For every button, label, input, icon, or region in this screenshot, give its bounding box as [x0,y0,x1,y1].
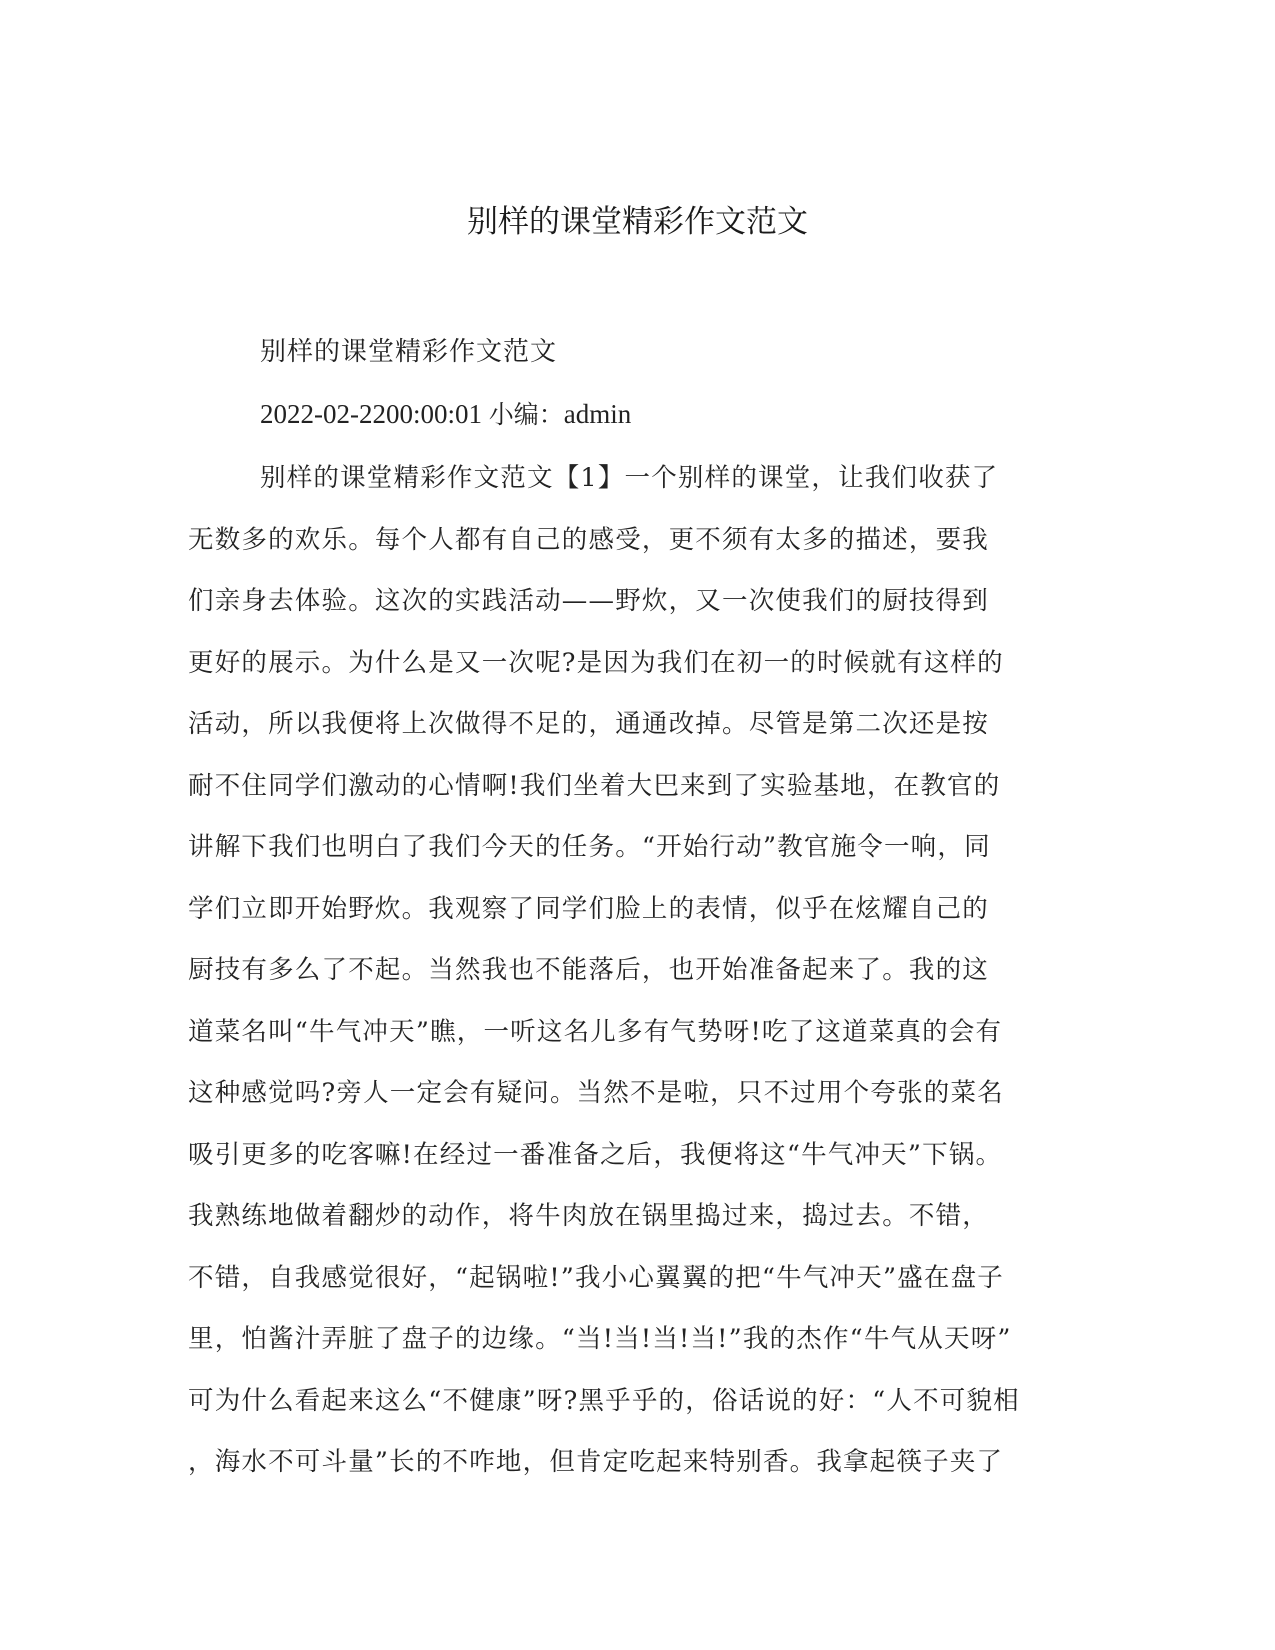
body-line: 无数多的欢乐。每个人都有自己的感受，更不须有太多的描述，要我 [188,524,990,555]
body-line: 不错，自我感觉很好，“起锅啦!”我小心翼翼的把“牛气冲天”盛在盘子 [188,1262,1004,1293]
body-line: 耐不住同学们激动的心情啊!我们坐着大巴来到了实验基地，在教官的 [188,770,1001,801]
publish-datetime: 2022-02-2200:00:01 [260,399,482,429]
body-line: 们亲身去体验。这次的实践活动——野炊，又一次使我们的厨技得到 [188,586,990,616]
body-line: 厨技有多么了不起。当然我也不能落后，也开始准备起来了。我的这 [188,955,990,985]
article-meta [260,392,631,437]
body-line: 里，怕酱汁弄脏了盘子的边缘。“当!当!当!当!”我的杰作“牛气从天呀” [188,1324,1012,1354]
article-subtitle: 别样的课堂精彩作文范文 [260,337,558,367]
body-line: 道菜名叫“牛气冲天”瞧，一听这名儿多有气势呀!吃了这道菜真的会有 [188,1016,1003,1047]
body-line: 讲解下我们也明白了我们今天的任务。“开始行动”教官施令一响，同 [188,832,991,862]
body-line: 更好的展示。为什么是又一次呢?是因为我们在初一的时候就有这样的 [188,647,1004,678]
editor-name: admin [563,399,632,429]
body-line: 我熟练地做着翻炒的动作，将牛肉放在锅里捣过来，捣过去。不错， [188,1201,990,1231]
body-line: 吸引更多的吃客嘛!在经过一番准备之后，我便将这“牛气冲天”下锅。 [188,1139,1003,1170]
body-line: 别样的课堂精彩作文范文【1】一个别样的课堂，让我们收获了 [260,463,999,493]
body-line: 这种感觉吗?旁人一定会有疑问。当然不是啦，只不过用个夸张的菜名 [188,1078,1004,1108]
body-line: 活动，所以我便将上次做得不足的，通通改掉。尽管是第二次还是按 [188,709,990,739]
body-line: ，海水不可斗量”长的不咋地，但肯定吃起来特别香。我拿起筷子夹了 [188,1447,1004,1477]
editor-label: 小编： [488,400,564,429]
document-title: 别样的课堂精彩作文范文 [467,204,808,240]
body-line: 可为什么看起来这么“不健康”呀?黑乎乎的，俗话说的好：“人不可貌相 [188,1385,1020,1416]
body-line: 学们立即开始野炊。我观察了同学们脸上的表情，似乎在炫耀自己的 [188,893,990,924]
article-body [188,448,1088,1494]
